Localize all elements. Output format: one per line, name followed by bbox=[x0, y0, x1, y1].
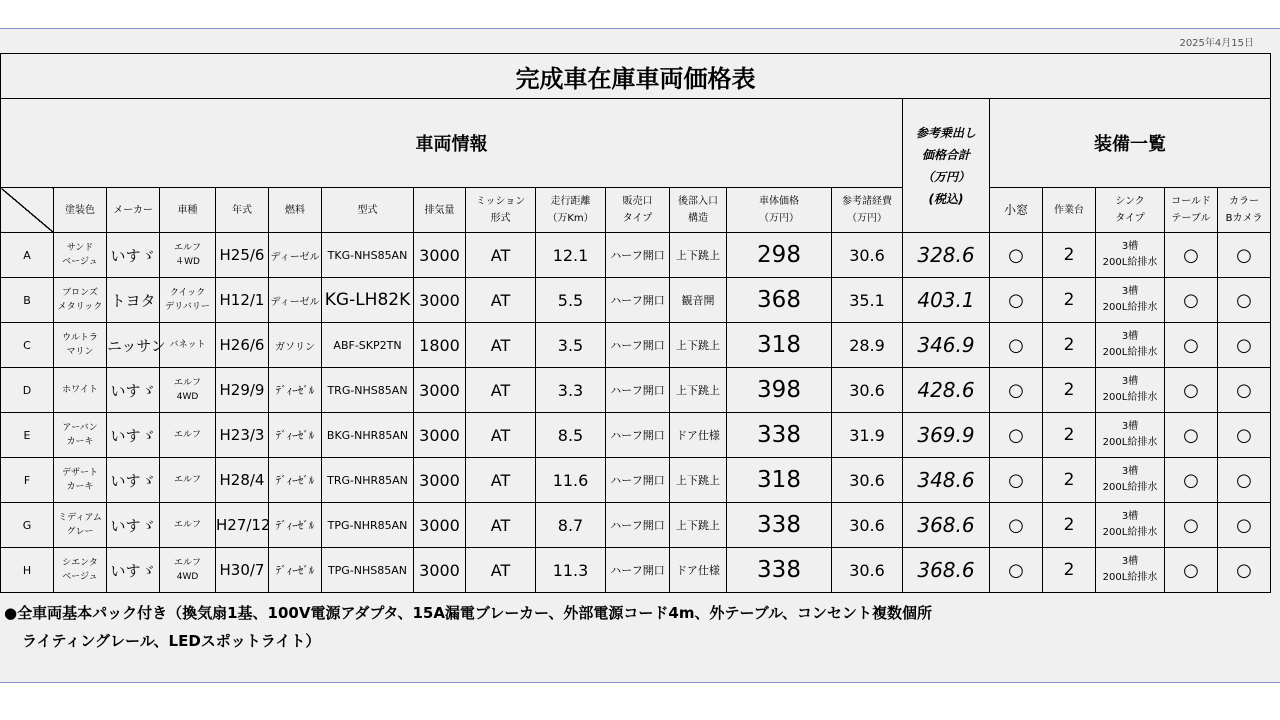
cell-rear: ドア仕様 bbox=[670, 548, 727, 593]
cell-year: H26/6 bbox=[216, 323, 269, 368]
cell-id: E bbox=[1, 413, 54, 458]
cell-window: ハーフ開口 bbox=[606, 233, 670, 278]
cell-displacement: 3000 bbox=[414, 233, 466, 278]
table-row bbox=[1, 413, 1271, 458]
cell-type: TKG-NHS85AN bbox=[322, 233, 414, 278]
table-row bbox=[1, 368, 1271, 413]
cell-mission: AT bbox=[466, 233, 536, 278]
cell-fuel: ディーゼル bbox=[269, 233, 322, 278]
cell-displacement: 3000 bbox=[414, 503, 466, 548]
cell-body-price: 338 bbox=[727, 413, 832, 458]
note-line: ライティングレール、LEDスポットライト） bbox=[22, 632, 321, 650]
cell-sink: 3槽 200L給排水 bbox=[1096, 548, 1165, 593]
cell-displacement: 3000 bbox=[414, 458, 466, 503]
cell-displacement: 3000 bbox=[414, 368, 466, 413]
cell-id: H bbox=[1, 548, 54, 593]
col-workbench: 作業台 bbox=[1043, 188, 1096, 233]
equipment-header: 装備一覧 bbox=[990, 99, 1271, 188]
col-sink: シンク タイプ bbox=[1096, 188, 1165, 233]
column-header-row bbox=[1, 188, 1271, 233]
cell-total: 369.9 bbox=[903, 413, 990, 458]
cell-expenses: 31.9 bbox=[832, 413, 903, 458]
cell-maker: トヨタ bbox=[107, 278, 160, 323]
cell-model: エルフ bbox=[160, 413, 216, 458]
package-note bbox=[4, 599, 932, 655]
cell-sink: 3槽 200L給排水 bbox=[1096, 368, 1165, 413]
cell-body-price: 318 bbox=[727, 458, 832, 503]
cell-body-price: 398 bbox=[727, 368, 832, 413]
cell-expenses: 30.6 bbox=[832, 458, 903, 503]
cell-rear: 上下跳上 bbox=[670, 503, 727, 548]
cell-rear: 観音開 bbox=[670, 278, 727, 323]
cell-expenses: 35.1 bbox=[832, 278, 903, 323]
cell-maker: いすゞ bbox=[107, 458, 160, 503]
cell-body-price: 368 bbox=[727, 278, 832, 323]
cell-sink: 3槽 200L給排水 bbox=[1096, 323, 1165, 368]
cell-sink: 3槽 200L給排水 bbox=[1096, 413, 1165, 458]
cell-cold-table: ○ bbox=[1165, 233, 1218, 278]
cell-id: A bbox=[1, 233, 54, 278]
price-sheet bbox=[0, 28, 1280, 683]
table-title: 完成車在庫車両価格表 bbox=[1, 54, 1271, 99]
cell-displacement: 3000 bbox=[414, 548, 466, 593]
cell-fuel: ﾃﾞｨｰｾﾞﾙ bbox=[269, 458, 322, 503]
cell-mileage: 8.7 bbox=[536, 503, 606, 548]
table-row bbox=[1, 458, 1271, 503]
cell-mission: AT bbox=[466, 278, 536, 323]
cell-small-window: ○ bbox=[990, 233, 1043, 278]
cell-model: エルフ 4WD bbox=[160, 548, 216, 593]
cell-body-price: 338 bbox=[727, 503, 832, 548]
col-mileage: 走行距離 （万Km） bbox=[536, 188, 606, 233]
cell-rear: 上下跳上 bbox=[670, 368, 727, 413]
cell-expenses: 30.6 bbox=[832, 548, 903, 593]
cell-cold-table: ○ bbox=[1165, 323, 1218, 368]
cell-mileage: 3.3 bbox=[536, 368, 606, 413]
cell-year: H23/3 bbox=[216, 413, 269, 458]
cell-mission: AT bbox=[466, 503, 536, 548]
cell-color: ホワイト bbox=[54, 368, 107, 413]
cell-year: H12/1 bbox=[216, 278, 269, 323]
cell-fuel: ﾃﾞｨｰｾﾞﾙ bbox=[269, 548, 322, 593]
cell-mission: AT bbox=[466, 413, 536, 458]
cell-maker: いすゞ bbox=[107, 233, 160, 278]
cell-mileage: 11.3 bbox=[536, 548, 606, 593]
cell-color: ウルトラ マリン bbox=[54, 323, 107, 368]
cell-fuel: ガソリン bbox=[269, 323, 322, 368]
cell-model: エルフ bbox=[160, 458, 216, 503]
total-price-header: 参考乗出し 価格合計 （万円） (税込) bbox=[903, 99, 990, 233]
cell-camera: ○ bbox=[1218, 368, 1271, 413]
col-body-price: 車体価格 （万円） bbox=[727, 188, 832, 233]
cell-mission: AT bbox=[466, 323, 536, 368]
cell-id: B bbox=[1, 278, 54, 323]
cell-rear: 上下跳上 bbox=[670, 458, 727, 503]
cell-total: 328.6 bbox=[903, 233, 990, 278]
cell-fuel: ﾃﾞｨｰｾﾞﾙ bbox=[269, 503, 322, 548]
col-small-window: 小窓 bbox=[990, 188, 1043, 233]
cell-color: ブロンズ メタリック bbox=[54, 278, 107, 323]
cell-maker: いすゞ bbox=[107, 368, 160, 413]
cell-model: クイック デリバリー bbox=[160, 278, 216, 323]
cell-year: H25/6 bbox=[216, 233, 269, 278]
col-displacement: 排気量 bbox=[414, 188, 466, 233]
table-row bbox=[1, 278, 1271, 323]
cell-total: 348.6 bbox=[903, 458, 990, 503]
cell-color: シエンタ ベージュ bbox=[54, 548, 107, 593]
col-type: 型式 bbox=[322, 188, 414, 233]
cell-expenses: 30.6 bbox=[832, 233, 903, 278]
cell-small-window: ○ bbox=[990, 458, 1043, 503]
col-color: 塗装色 bbox=[54, 188, 107, 233]
cell-model: エルフ bbox=[160, 503, 216, 548]
cell-sink: 3槽 200L給排水 bbox=[1096, 503, 1165, 548]
cell-maker: いすゞ bbox=[107, 503, 160, 548]
corner-cell bbox=[1, 188, 54, 233]
cell-fuel: ﾃﾞｨｰｾﾞﾙ bbox=[269, 368, 322, 413]
cell-mission: AT bbox=[466, 458, 536, 503]
cell-model: エルフ ４WD bbox=[160, 233, 216, 278]
col-maker: メーカー bbox=[107, 188, 160, 233]
cell-maker: いすゞ bbox=[107, 413, 160, 458]
col-camera: カラー Bカメラ bbox=[1218, 188, 1271, 233]
col-cold-table: コールド テーブル bbox=[1165, 188, 1218, 233]
cell-cold-table: ○ bbox=[1165, 548, 1218, 593]
cell-small-window: ○ bbox=[990, 368, 1043, 413]
cell-type: KG-LH82K bbox=[322, 278, 414, 323]
cell-displacement: 1800 bbox=[414, 323, 466, 368]
cell-type: BKG-NHR85AN bbox=[322, 413, 414, 458]
cell-window: ハーフ開口 bbox=[606, 548, 670, 593]
cell-camera: ○ bbox=[1218, 233, 1271, 278]
cell-fuel: ﾃﾞｨｰｾﾞﾙ bbox=[269, 413, 322, 458]
cell-color: デザート カーキ bbox=[54, 458, 107, 503]
cell-maker: いすゞ bbox=[107, 548, 160, 593]
cell-cold-table: ○ bbox=[1165, 278, 1218, 323]
cell-small-window: ○ bbox=[990, 503, 1043, 548]
cell-body-price: 318 bbox=[727, 323, 832, 368]
cell-id: D bbox=[1, 368, 54, 413]
cell-rear: 上下跳上 bbox=[670, 233, 727, 278]
cell-expenses: 30.6 bbox=[832, 368, 903, 413]
cell-id: G bbox=[1, 503, 54, 548]
cell-window: ハーフ開口 bbox=[606, 368, 670, 413]
cell-rear: 上下跳上 bbox=[670, 323, 727, 368]
col-mission: ミッション 形式 bbox=[466, 188, 536, 233]
cell-sink: 3槽 200L給排水 bbox=[1096, 278, 1165, 323]
cell-mileage: 3.5 bbox=[536, 323, 606, 368]
cell-total: 403.1 bbox=[903, 278, 990, 323]
table-row bbox=[1, 323, 1271, 368]
cell-workbench: 2 bbox=[1043, 548, 1096, 593]
cell-window: ハーフ開口 bbox=[606, 413, 670, 458]
cell-type: ABF-SKP2TN bbox=[322, 323, 414, 368]
cell-workbench: 2 bbox=[1043, 368, 1096, 413]
cell-workbench: 2 bbox=[1043, 233, 1096, 278]
cell-year: H28/4 bbox=[216, 458, 269, 503]
cell-mission: AT bbox=[466, 368, 536, 413]
col-window: 販売口 タイプ bbox=[606, 188, 670, 233]
table-row bbox=[1, 233, 1271, 278]
cell-window: ハーフ開口 bbox=[606, 503, 670, 548]
cell-cold-table: ○ bbox=[1165, 368, 1218, 413]
cell-mileage: 12.1 bbox=[536, 233, 606, 278]
cell-model: エルフ 4WD bbox=[160, 368, 216, 413]
cell-small-window: ○ bbox=[990, 278, 1043, 323]
cell-color: ミディアム グレー bbox=[54, 503, 107, 548]
cell-type: TPG-NHR85AN bbox=[322, 503, 414, 548]
cell-total: 346.9 bbox=[903, 323, 990, 368]
cell-body-price: 298 bbox=[727, 233, 832, 278]
table-row bbox=[1, 503, 1271, 548]
cell-displacement: 3000 bbox=[414, 278, 466, 323]
cell-workbench: 2 bbox=[1043, 458, 1096, 503]
cell-mileage: 5.5 bbox=[536, 278, 606, 323]
cell-displacement: 3000 bbox=[414, 413, 466, 458]
cell-workbench: 2 bbox=[1043, 323, 1096, 368]
cell-id: F bbox=[1, 458, 54, 503]
cell-total: 368.6 bbox=[903, 503, 990, 548]
table-row bbox=[1, 548, 1271, 593]
cell-body-price: 338 bbox=[727, 548, 832, 593]
cell-small-window: ○ bbox=[990, 548, 1043, 593]
cell-id: C bbox=[1, 323, 54, 368]
cell-mileage: 11.6 bbox=[536, 458, 606, 503]
cell-small-window: ○ bbox=[990, 413, 1043, 458]
cell-small-window: ○ bbox=[990, 323, 1043, 368]
note-line: ●全車両基本パック付き（換気扇1基、100V電源アダプタ、15A漏電ブレーカー、外部電源コード4m、外テーブル、コンセント複数個所 bbox=[4, 604, 932, 622]
col-rear: 後部入口 構造 bbox=[670, 188, 727, 233]
cell-color: サンド ベージュ bbox=[54, 233, 107, 278]
cell-expenses: 30.6 bbox=[832, 503, 903, 548]
cell-camera: ○ bbox=[1218, 503, 1271, 548]
cell-cold-table: ○ bbox=[1165, 413, 1218, 458]
cell-window: ハーフ開口 bbox=[606, 278, 670, 323]
cell-sink: 3槽 200L給排水 bbox=[1096, 233, 1165, 278]
cell-workbench: 2 bbox=[1043, 503, 1096, 548]
cell-type: TRG-NHR85AN bbox=[322, 458, 414, 503]
cell-camera: ○ bbox=[1218, 548, 1271, 593]
cell-total: 368.6 bbox=[903, 548, 990, 593]
vehicle-rows bbox=[1, 233, 1271, 593]
cell-camera: ○ bbox=[1218, 458, 1271, 503]
price-table bbox=[0, 53, 1271, 593]
col-model: 車種 bbox=[160, 188, 216, 233]
cell-color: アーバン カーキ bbox=[54, 413, 107, 458]
cell-year: H29/9 bbox=[216, 368, 269, 413]
cell-type: TRG-NHS85AN bbox=[322, 368, 414, 413]
col-expenses: 参考諸経費 （万円） bbox=[832, 188, 903, 233]
cell-workbench: 2 bbox=[1043, 278, 1096, 323]
issue-date: 2025年4月15日 bbox=[1179, 38, 1254, 49]
cell-window: ハーフ開口 bbox=[606, 323, 670, 368]
cell-expenses: 28.9 bbox=[832, 323, 903, 368]
cell-cold-table: ○ bbox=[1165, 458, 1218, 503]
cell-window: ハーフ開口 bbox=[606, 458, 670, 503]
cell-rear: ドア仕様 bbox=[670, 413, 727, 458]
cell-cold-table: ○ bbox=[1165, 503, 1218, 548]
col-year: 年式 bbox=[216, 188, 269, 233]
cell-workbench: 2 bbox=[1043, 413, 1096, 458]
cell-year: H27/12 bbox=[216, 503, 269, 548]
cell-camera: ○ bbox=[1218, 323, 1271, 368]
cell-mileage: 8.5 bbox=[536, 413, 606, 458]
col-fuel: 燃料 bbox=[269, 188, 322, 233]
cell-type: TPG-NHS85AN bbox=[322, 548, 414, 593]
cell-mission: AT bbox=[466, 548, 536, 593]
cell-camera: ○ bbox=[1218, 413, 1271, 458]
cell-sink: 3槽 200L給排水 bbox=[1096, 458, 1165, 503]
cell-total: 428.6 bbox=[903, 368, 990, 413]
cell-model: バネット bbox=[160, 323, 216, 368]
vehicle-info-header: 車両情報 bbox=[1, 99, 903, 188]
cell-fuel: ディーゼル bbox=[269, 278, 322, 323]
cell-camera: ○ bbox=[1218, 278, 1271, 323]
cell-maker: ニッサン bbox=[107, 323, 160, 368]
cell-year: H30/7 bbox=[216, 548, 269, 593]
